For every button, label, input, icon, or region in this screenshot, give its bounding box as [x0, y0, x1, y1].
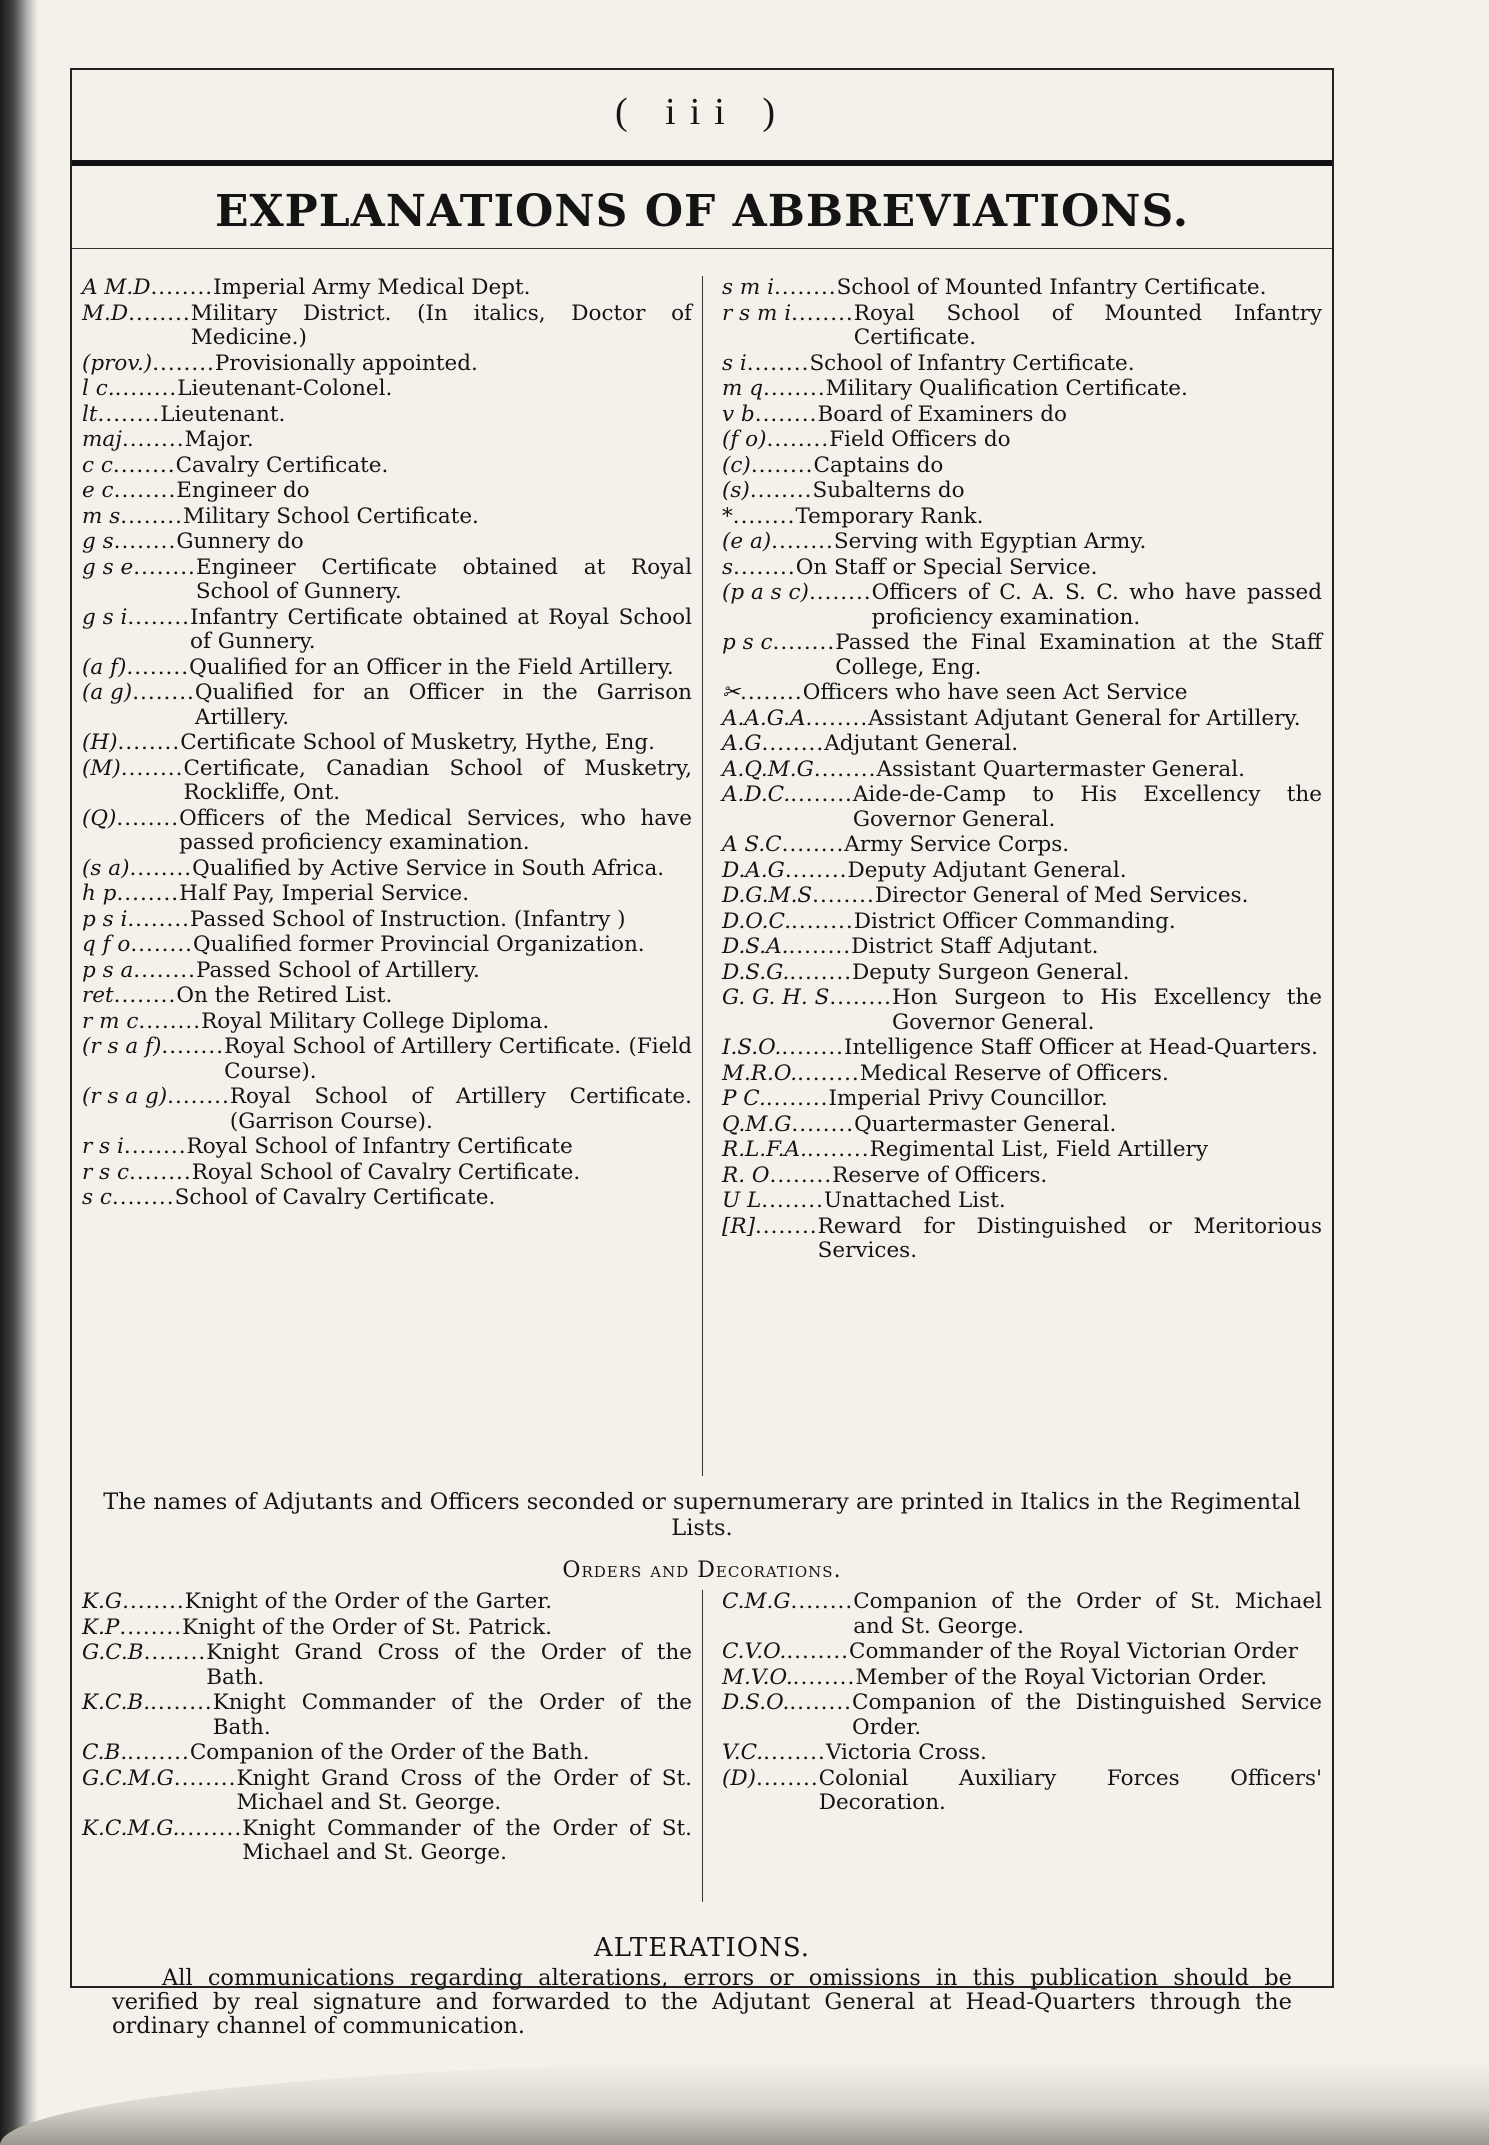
abbreviation-term: D.G.M.S ........ — [722, 884, 875, 909]
abbreviation-definition: Officers who have seen Act Service — [802, 680, 1188, 705]
abbreviation-term: s c ........ — [82, 1186, 175, 1211]
abbreviation-term: q f o ........ — [82, 933, 193, 958]
abbreviation-term: P C. ........ — [722, 1087, 829, 1112]
abbreviation-definition: Hon Surgeon to His Excellency the Governor General. — [892, 985, 1322, 1035]
abbreviation-definition: Assistant Adjutant General for Artillery. — [868, 705, 1301, 731]
abbreviation-definition: Temporary Rank. — [795, 503, 984, 529]
abbreviation-definition: Companion of the Order of the Bath. — [189, 1740, 590, 1765]
abbreviation-definition: Military District. (In italics, Doctor of Medicine.) — [190, 300, 692, 350]
abbreviation-entry — [722, 530, 1322, 555]
abbreviation-term: D.S.G. ........ — [722, 961, 852, 986]
abbreviation-definition: Royal School of Cavalry Certificate. — [191, 1159, 581, 1185]
abbreviation-entry — [82, 302, 692, 351]
abbreviation-definition: Companion of the Order of St. Michael and St. George. — [853, 1589, 1322, 1639]
abbreviations-left-column — [82, 276, 692, 1212]
abbreviation-definition: Knight Commander of the Order of the Bath. — [212, 1690, 692, 1740]
abbreviation-entry — [82, 807, 692, 856]
abbreviation-entry — [82, 857, 692, 882]
abbreviation-definition: Engineer do — [176, 478, 310, 503]
abbreviation-definition: On the Retired List. — [176, 983, 393, 1008]
abbreviation-entry — [82, 530, 692, 555]
abbreviation-term: (D) ........ — [722, 1767, 819, 1816]
abbreviation-term: g s ........ — [82, 530, 176, 555]
abbreviation-term: ✂ ........ — [722, 681, 803, 706]
abbreviation-definition: Passed School of Artillery. — [195, 957, 480, 983]
abbreviation-term: M.R.O. ........ — [722, 1062, 860, 1087]
abbreviation-definition: Royal Military College Diploma. — [201, 1008, 550, 1034]
abbreviation-entry — [722, 859, 1322, 884]
abbreviation-entry — [722, 910, 1322, 935]
abbreviation-term: r s c ........ — [82, 1161, 192, 1186]
abbreviation-entry — [82, 1161, 692, 1186]
abbreviation-entry — [82, 681, 692, 730]
abbreviation-definition: District Officer Commanding. — [853, 908, 1176, 934]
abbreviation-entry — [82, 428, 692, 453]
abbreviation-term: R. O ........ — [722, 1164, 832, 1189]
abbreviation-definition: Army Service Corps. — [844, 832, 1070, 857]
abbreviation-entry — [82, 1817, 692, 1866]
abbreviation-entry — [82, 1035, 692, 1084]
abbreviation-term: r s m i ........ — [722, 302, 854, 351]
abbreviation-entry — [722, 352, 1322, 377]
abbreviation-entry — [722, 1164, 1322, 1189]
orders-heading: Orders and Decorations. — [562, 1558, 842, 1583]
abbreviation-entry — [82, 1616, 692, 1641]
abbreviation-term: ret ........ — [82, 984, 176, 1009]
orders-right-column — [722, 1590, 1322, 1817]
abbreviation-term: (p a s c) ........ — [722, 581, 872, 630]
abbreviation-entry — [82, 479, 692, 504]
abbreviation-definition: Qualified for an Officer in the Field Artillery. — [189, 654, 674, 680]
abbreviation-term: c c ........ — [82, 454, 176, 479]
abbreviation-entry — [722, 479, 1322, 504]
abbreviation-term: s i ........ — [722, 352, 809, 377]
abbreviation-term: * ........ — [722, 505, 795, 530]
abbreviation-definition: Commander of the Royal Victorian Order — [849, 1639, 1299, 1664]
abbreviation-definition: Victoria Cross. — [825, 1740, 987, 1765]
abbreviation-entry — [722, 1590, 1322, 1639]
abbreviation-entry — [82, 1135, 692, 1160]
abbreviation-term: A.G ........ — [722, 732, 824, 757]
abbreviation-term: K.P ........ — [82, 1616, 182, 1641]
abbreviation-entry — [82, 882, 692, 907]
abbreviation-entry — [82, 1085, 692, 1134]
abbreviation-definition: Reward for Distinguished or Meritorious Services. — [817, 1213, 1322, 1263]
abbreviation-entry — [82, 505, 692, 530]
abbreviation-term: D.O.C. ........ — [722, 910, 854, 935]
abbreviation-term: M.D ........ — [82, 302, 191, 351]
abbreviation-entry — [722, 707, 1322, 732]
abbreviation-term: m q ........ — [722, 377, 826, 402]
column-divider — [702, 276, 703, 1476]
abbreviation-definition: Serving with Egyptian Army. — [833, 529, 1147, 554]
abbreviation-term: [R] ........ — [722, 1215, 818, 1264]
abbreviation-definition: Qualified by Active Service in South Africa. — [192, 855, 665, 881]
abbreviation-term: C.B. ........ — [82, 1741, 190, 1766]
abbreviation-term: K.G ........ — [82, 1590, 185, 1615]
abbreviation-entry — [722, 1215, 1322, 1264]
abbreviation-definition: School of Mounted Infantry Certificate. — [836, 275, 1267, 300]
abbreviation-term: G.C.B ........ — [82, 1641, 206, 1690]
abbreviation-term: K.C.B. ........ — [82, 1691, 213, 1740]
abbreviations-section — [82, 276, 1322, 1486]
abbreviation-entry — [722, 961, 1322, 986]
title-rule — [72, 248, 1332, 249]
abbreviation-entry — [82, 933, 692, 958]
abbreviation-entry — [722, 681, 1322, 706]
abbreviation-definition: Knight Commander of the Order of St. Michael and St. George. — [242, 1815, 692, 1865]
abbreviation-term: p s i ........ — [82, 908, 190, 933]
abbreviation-term: e c ........ — [82, 479, 176, 504]
abbreviation-definition: Engineer Certificate obtained at Royal School of Gunnery. — [195, 554, 692, 604]
abbreviation-term: (H) ........ — [82, 731, 180, 756]
abbreviation-entry — [82, 984, 692, 1009]
abbreviation-term: C.M.G ........ — [722, 1590, 853, 1639]
abbreviation-entry — [722, 428, 1322, 453]
abbreviation-definition: Passed the Final Examination at the Staff College, Eng. — [835, 630, 1322, 680]
abbreviation-entry — [82, 757, 692, 806]
abbreviation-definition: Royal School of Artillery Certificate. (Garrison Course). — [229, 1084, 692, 1134]
abbreviation-definition: Quartermaster General. — [854, 1111, 1117, 1137]
abbreviation-definition: Major. — [184, 427, 254, 452]
abbreviation-definition: Certificate School of Musketry, Hythe, Eng. — [180, 730, 655, 755]
abbreviation-entry — [722, 276, 1322, 301]
abbreviation-term: Q.M.G ........ — [722, 1113, 854, 1138]
abbreviation-term: A.D.C. ........ — [722, 783, 853, 832]
abbreviation-definition: Knight of the Order of St. Patrick. — [182, 1614, 553, 1640]
abbreviation-entry — [722, 1138, 1322, 1163]
abbreviation-term: v b ........ — [722, 403, 817, 428]
abbreviation-term: V.C. ........ — [722, 1741, 826, 1766]
abbreviation-entry — [82, 1767, 692, 1816]
abbreviation-term: C.V.O. ........ — [722, 1640, 849, 1665]
abbreviation-definition: Deputy Surgeon General. — [852, 959, 1130, 985]
abbreviation-definition: Officers of C. A. S. C. who have passed proficiency examination. — [871, 580, 1322, 630]
orders-section — [82, 1590, 1322, 1910]
abbreviation-term: (a f) ........ — [82, 656, 189, 681]
abbreviation-entry — [722, 302, 1322, 351]
abbreviation-term: D.S.O. ........ — [722, 1691, 852, 1740]
abbreviation-definition: Qualified for an Officer in the Garrison Artillery. — [194, 680, 692, 730]
abbreviation-entry — [722, 556, 1322, 581]
abbreviation-term: (prov.) ........ — [82, 352, 215, 377]
abbreviation-term: R.L.F.A. ........ — [722, 1138, 870, 1163]
abbreviation-entry — [82, 908, 692, 933]
abbreviation-term: A S.C ........ — [722, 833, 844, 858]
abbreviation-entry — [722, 454, 1322, 479]
abbreviation-term: (r s a g) ........ — [82, 1085, 230, 1134]
abbreviation-entry — [722, 732, 1322, 757]
abbreviation-definition: Knight of the Order of the Garter. — [184, 1589, 553, 1614]
abbreviation-entry — [722, 631, 1322, 680]
abbreviation-entry — [722, 1113, 1322, 1138]
abbreviation-definition: Cavalry Certificate. — [175, 452, 389, 478]
abbreviation-entry — [722, 1640, 1322, 1665]
abbreviation-term: lt ........ — [82, 403, 160, 428]
abbreviation-definition: District Staff Adjutant. — [851, 934, 1099, 959]
abbreviation-entry — [82, 1641, 692, 1690]
abbreviation-term: g s e ........ — [82, 556, 196, 605]
abbreviation-term: (a g) ........ — [82, 681, 195, 730]
abbreviation-definition: Military Qualification Certificate. — [825, 376, 1188, 401]
abbreviation-term: (M) ........ — [82, 757, 183, 806]
abbreviation-term: r s i ........ — [82, 1135, 187, 1160]
abbreviation-term: s m i ........ — [722, 276, 837, 301]
abbreviation-definition: Companion of the Distinguished Service Order. — [852, 1690, 1322, 1740]
abbreviation-term: maj ........ — [82, 428, 185, 453]
abbreviation-term: I.S.O. ........ — [722, 1036, 844, 1061]
abbreviation-term: p s a ........ — [82, 959, 196, 984]
abbreviation-entry — [722, 581, 1322, 630]
abbreviation-definition: Certificate, Canadian School of Musketry, Rockliffe, Ont. — [183, 755, 692, 805]
abbreviation-entry — [722, 377, 1322, 402]
abbreviation-definition: Knight Grand Cross of the Order of the Bath. — [206, 1640, 692, 1690]
abbreviation-term: h p ........ — [82, 882, 179, 907]
abbreviation-term: l c. ........ — [82, 377, 177, 402]
abbreviation-definition: Infantry Certificate obtained at Royal School of Gunnery. — [190, 604, 692, 654]
abbreviation-entry — [82, 276, 692, 301]
abbreviation-term: r m c ........ — [82, 1010, 201, 1035]
abbreviation-definition: Officers of the Medical Services, who have passed proficiency examination. — [179, 805, 692, 855]
abbreviation-definition: Gunnery do — [176, 529, 304, 554]
abbreviation-term: D.A.G ........ — [722, 859, 848, 884]
abbreviation-definition: Field Officers do — [829, 427, 1011, 452]
abbreviation-definition: Lieutenant-Colonel. — [177, 376, 393, 401]
document-page — [70, 68, 1334, 2039]
alterations-text: All communications regarding alterations, errors or omissions in this publication should be verified by real signature and forwarded to the Adjutant General at Head-Quarters through the ordinary channel of communication. — [112, 1965, 1292, 2039]
abbreviation-term: U L ........ — [722, 1189, 824, 1214]
abbreviation-definition: Medical Reserve of Officers. — [859, 1060, 1169, 1086]
orders-left-column — [82, 1590, 692, 1867]
top-rule — [72, 68, 1332, 70]
abbreviation-entry — [722, 884, 1322, 909]
abbreviation-entry — [82, 556, 692, 605]
abbreviation-definition: Royal School of Artillery Certificate. (Field Course). — [224, 1034, 692, 1084]
abbreviation-definition: Director General of Med Services. — [874, 883, 1249, 908]
abbreviation-term: (Q) ........ — [82, 807, 179, 856]
abbreviation-definition: Imperial Privy Councillor. — [828, 1086, 1108, 1111]
abbreviation-entry — [82, 377, 692, 402]
abbreviations-right-column — [722, 276, 1322, 1265]
heavy-rule — [72, 160, 1332, 166]
abbreviation-term: M.V.O. ........ — [722, 1666, 855, 1691]
abbreviation-definition: Provisionally appointed. — [214, 350, 478, 376]
abbreviation-term: (c) ........ — [722, 454, 814, 479]
abbreviation-entry — [722, 1767, 1322, 1816]
abbreviation-term: G. G. H. S ........ — [722, 986, 892, 1035]
page-curl-shadow — [0, 2060, 1489, 2145]
abbreviation-entry — [82, 1741, 692, 1766]
abbreviation-definition: Passed School of Instruction. (Infantry ) — [190, 906, 626, 932]
abbreviation-term: (f o) ........ — [722, 428, 829, 453]
abbreviation-definition: Regimental List, Field Artillery — [869, 1137, 1208, 1162]
abbreviation-entry — [82, 1691, 692, 1740]
abbreviation-entry — [722, 1189, 1322, 1214]
abbreviation-entry — [82, 606, 692, 655]
abbreviation-definition: Unattached List. — [823, 1188, 1006, 1213]
abbreviation-entry — [722, 758, 1322, 783]
abbreviation-term: m s ........ — [82, 505, 183, 530]
orders-column-divider — [702, 1590, 703, 1902]
abbreviation-entry — [82, 1186, 692, 1211]
bottom-rule — [72, 1986, 1332, 1988]
abbreviation-term: s ........ — [722, 556, 796, 581]
abbreviation-entry — [722, 1691, 1322, 1740]
abbreviation-definition: Royal School of Mounted Infantry Certificate. — [853, 300, 1322, 350]
abbreviation-definition: Aide-de-Camp to His Excellency the Governor General. — [852, 782, 1322, 832]
abbreviation-definition: Lieutenant. — [160, 401, 286, 427]
abbreviation-definition: School of Cavalry Certificate. — [174, 1185, 496, 1210]
abbreviation-definition: Royal School of Infantry Certificate — [186, 1134, 573, 1159]
abbreviation-definition: Member of the Royal Victorian Order. — [855, 1664, 1268, 1690]
abbreviation-entry — [722, 935, 1322, 960]
abbreviation-definition: Adjutant General. — [824, 731, 1019, 756]
abbreviation-entry — [722, 1036, 1322, 1061]
abbreviation-entry — [82, 1590, 692, 1615]
abbreviation-term: (s) ........ — [722, 479, 813, 504]
abbreviation-term: D.S.A. ........ — [722, 935, 851, 960]
abbreviation-definition: Half Pay, Imperial Service. — [179, 881, 470, 906]
abbreviation-definition: Military School Certificate. — [182, 503, 479, 529]
abbreviation-entry — [722, 1062, 1322, 1087]
abbreviation-entry — [722, 403, 1322, 428]
abbreviation-entry — [82, 454, 692, 479]
abbreviation-definition: Qualified former Provincial Organization. — [193, 932, 645, 957]
abbreviation-term: p s c ........ — [722, 631, 835, 680]
abbreviation-entry — [82, 959, 692, 984]
abbreviation-term: A M.D ........ — [82, 276, 213, 301]
abbreviation-definition: Imperial Army Medical Dept. — [213, 275, 531, 300]
abbreviation-entry — [82, 731, 692, 756]
abbreviation-term: (r s a f) ........ — [82, 1035, 224, 1084]
abbreviation-term: g s i ........ — [82, 606, 190, 655]
book-binding-shadow — [0, 0, 38, 2145]
abbreviation-entry — [82, 403, 692, 428]
abbreviation-definition: Subalterns do — [812, 478, 965, 503]
abbreviation-definition: Captains do — [813, 452, 944, 478]
page-number: ( iii ) — [615, 91, 789, 133]
abbreviation-term: (e a) ........ — [722, 530, 834, 555]
abbreviation-entry — [722, 783, 1322, 832]
abbreviation-definition: Board of Examiners do — [817, 401, 1067, 427]
abbreviation-entry — [82, 352, 692, 377]
abbreviation-entry — [722, 1741, 1322, 1766]
abbreviation-term: K.C.M.G. ........ — [82, 1817, 242, 1866]
italics-note: The names of Adjutants and Officers seconded or supernumerary are printed in Italics in the Regimental Lists. — [103, 1489, 1301, 1541]
page-title: EXPLANATIONS OF ABBREVIATIONS. — [214, 186, 1190, 237]
abbreviation-definition: Colonial Auxiliary Forces Officers' Decoration. — [818, 1765, 1322, 1815]
abbreviation-entry — [722, 833, 1322, 858]
abbreviation-term: G.C.M.G ........ — [82, 1767, 236, 1816]
abbreviation-entry — [722, 1087, 1322, 1112]
abbreviation-definition: School of Infantry Certificate. — [809, 350, 1135, 376]
abbreviation-definition: Knight Grand Cross of the Order of St. Michael and St. George. — [236, 1765, 692, 1815]
abbreviation-definition: Reserve of Officers. — [832, 1162, 1048, 1188]
abbreviation-entry — [722, 505, 1322, 530]
abbreviation-definition: Assistant Quartermaster General. — [876, 756, 1245, 782]
abbreviation-term: (s a) ........ — [82, 857, 192, 882]
alterations-heading: ALTERATIONS. — [593, 1933, 810, 1963]
abbreviation-entry — [722, 986, 1322, 1035]
abbreviation-term: A.A.G.A ........ — [722, 707, 868, 732]
abbreviation-entry — [722, 1666, 1322, 1691]
abbreviation-term: A.Q.M.G ........ — [722, 758, 876, 783]
abbreviation-definition: On Staff or Special Service. — [795, 554, 1098, 580]
abbreviation-definition: Deputy Adjutant General. — [847, 857, 1127, 883]
abbreviation-definition: Intelligence Staff Officer at Head-Quarters. — [844, 1035, 1318, 1060]
abbreviation-entry — [82, 656, 692, 681]
abbreviation-entry — [82, 1010, 692, 1035]
